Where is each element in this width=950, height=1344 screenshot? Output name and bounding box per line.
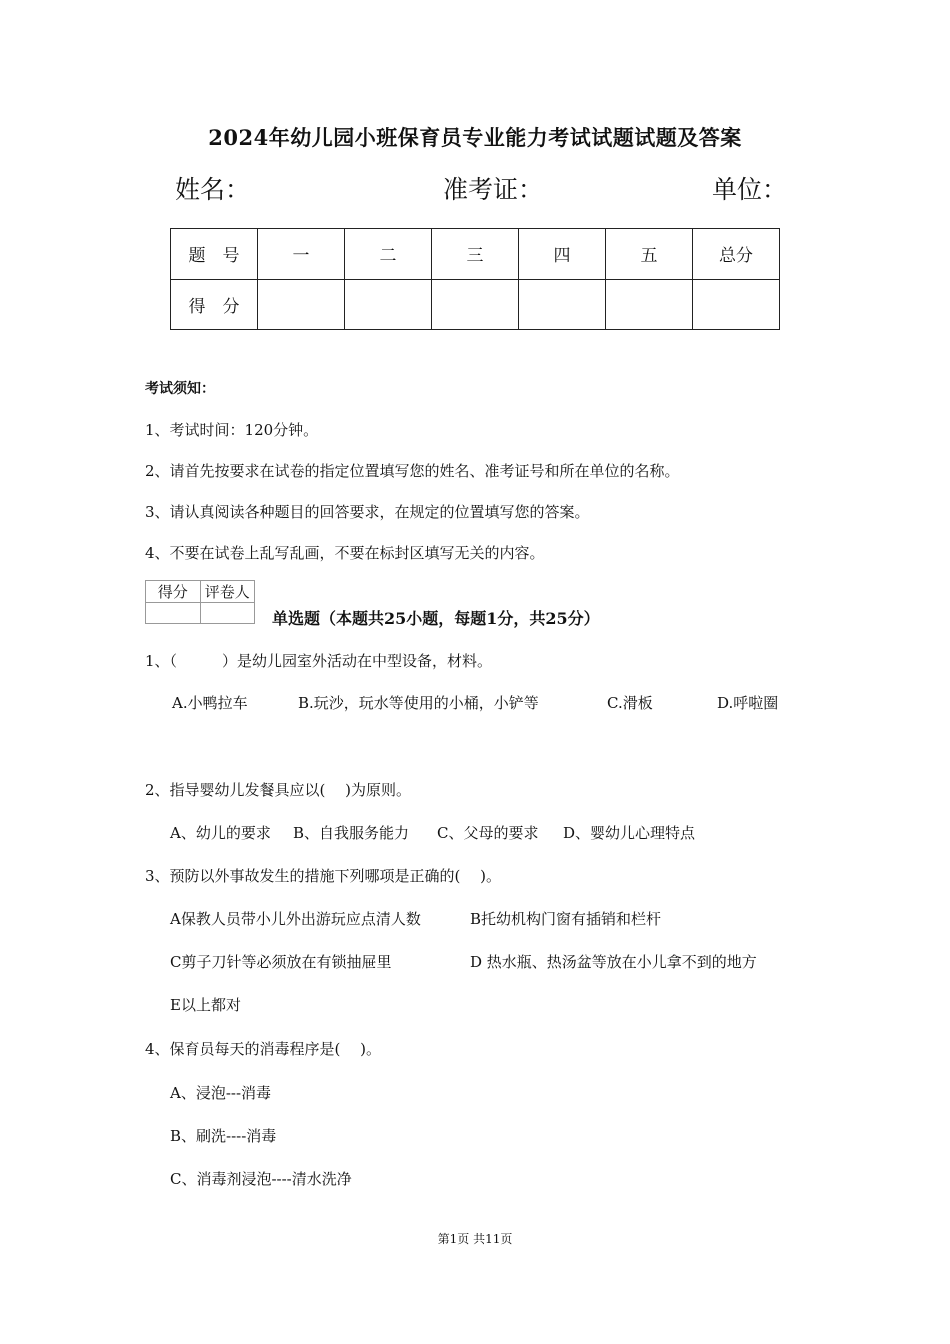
score-cell[interactable] (606, 279, 693, 330)
grader-reviewer-label: 评卷人 (200, 581, 255, 603)
document-title: 2024年幼儿园小班保育员专业能力考试试题试题及答案 (208, 125, 742, 150)
question-stem: 3、预防以外事故发生的措施下列哪项是正确的( )。 (145, 867, 502, 885)
score-cell[interactable] (693, 279, 780, 330)
score-table (170, 228, 780, 330)
score-cell[interactable] (432, 279, 519, 330)
score-table-header-cell: 五 (606, 229, 693, 280)
score-cell[interactable] (345, 279, 432, 330)
question-option[interactable]: C、父母的要求 (437, 824, 539, 842)
score-table-header-cell: 题 号 (171, 229, 258, 280)
question-option[interactable]: B托幼机构门窗有插销和栏杆 (470, 910, 662, 928)
notice-item: 1、考试时间：120分钟。 (145, 421, 319, 439)
question-option[interactable]: B.玩沙，玩水等使用的小桶，小铲等 (298, 694, 539, 712)
question-option[interactable]: D 热水瓶、热汤盆等放在小儿拿不到的地方 (470, 953, 757, 971)
score-table-header-cell: 四 (519, 229, 606, 280)
question-option[interactable]: D、婴幼儿心理特点 (563, 824, 696, 842)
score-table-score-row (171, 279, 780, 330)
score-table-header-cell: 二 (345, 229, 432, 280)
page-footer: 第1页 共11页 (437, 1232, 513, 1246)
question-stem: 1、（ ）是幼儿园室外活动在中型设备，材料。 (145, 652, 493, 670)
unit-label: 单位： (712, 175, 788, 204)
section-title: 单选题（本题共25小题，每题1分，共25分） (272, 609, 600, 628)
score-table-header-cell: 总分 (693, 229, 780, 280)
score-row-label: 得 分 (171, 279, 258, 330)
name-label: 姓名： (175, 175, 251, 204)
score-table-header-cell: 三 (432, 229, 519, 280)
notice-item: 3、请认真阅读各种题目的回答要求，在规定的位置填写您的答案。 (145, 503, 590, 521)
question-stem: 2、指导婴幼儿发餐具应以( )为原则。 (145, 781, 412, 799)
question-option[interactable]: C.滑板 (607, 694, 653, 712)
notice-item: 4、不要在试卷上乱写乱画，不要在标封区填写无关的内容。 (145, 544, 545, 562)
question-option[interactable]: B、自我服务能力 (293, 824, 410, 842)
question-stem: 4、保育员每天的消毒程序是( )。 (145, 1040, 382, 1058)
score-table-header-cell: 一 (258, 229, 345, 280)
question-option[interactable]: A保教人员带小儿外出游玩应点清人数 (170, 910, 421, 928)
question-option[interactable]: D.呼啦圈 (717, 694, 779, 712)
grader-reviewer-cell[interactable] (200, 603, 255, 624)
question-option[interactable]: E以上都对 (170, 996, 241, 1014)
grader-box (145, 580, 255, 624)
question-option[interactable]: A.小鸭拉车 (172, 694, 248, 712)
score-cell[interactable] (519, 279, 606, 330)
score-table-header-row (171, 229, 780, 280)
grader-score-label: 得分 (146, 581, 201, 603)
exam-number-label: 准考证： (443, 175, 544, 204)
question-option[interactable]: C剪子刀针等必须放在有锁抽屉里 (170, 953, 392, 971)
notice-title: 考试须知： (145, 381, 215, 397)
question-option[interactable]: A、浸泡---消毒 (170, 1084, 272, 1102)
question-option[interactable]: B、刷洗----消毒 (170, 1127, 277, 1145)
grader-score-cell[interactable] (146, 603, 201, 624)
score-cell[interactable] (258, 279, 345, 330)
notice-item: 2、请首先按要求在试卷的指定位置填写您的姓名、准考证号和所在单位的名称。 (145, 462, 680, 480)
question-option[interactable]: A、幼儿的要求 (170, 824, 271, 842)
question-option[interactable]: C、消毒剂浸泡----清水洗净 (170, 1170, 352, 1188)
